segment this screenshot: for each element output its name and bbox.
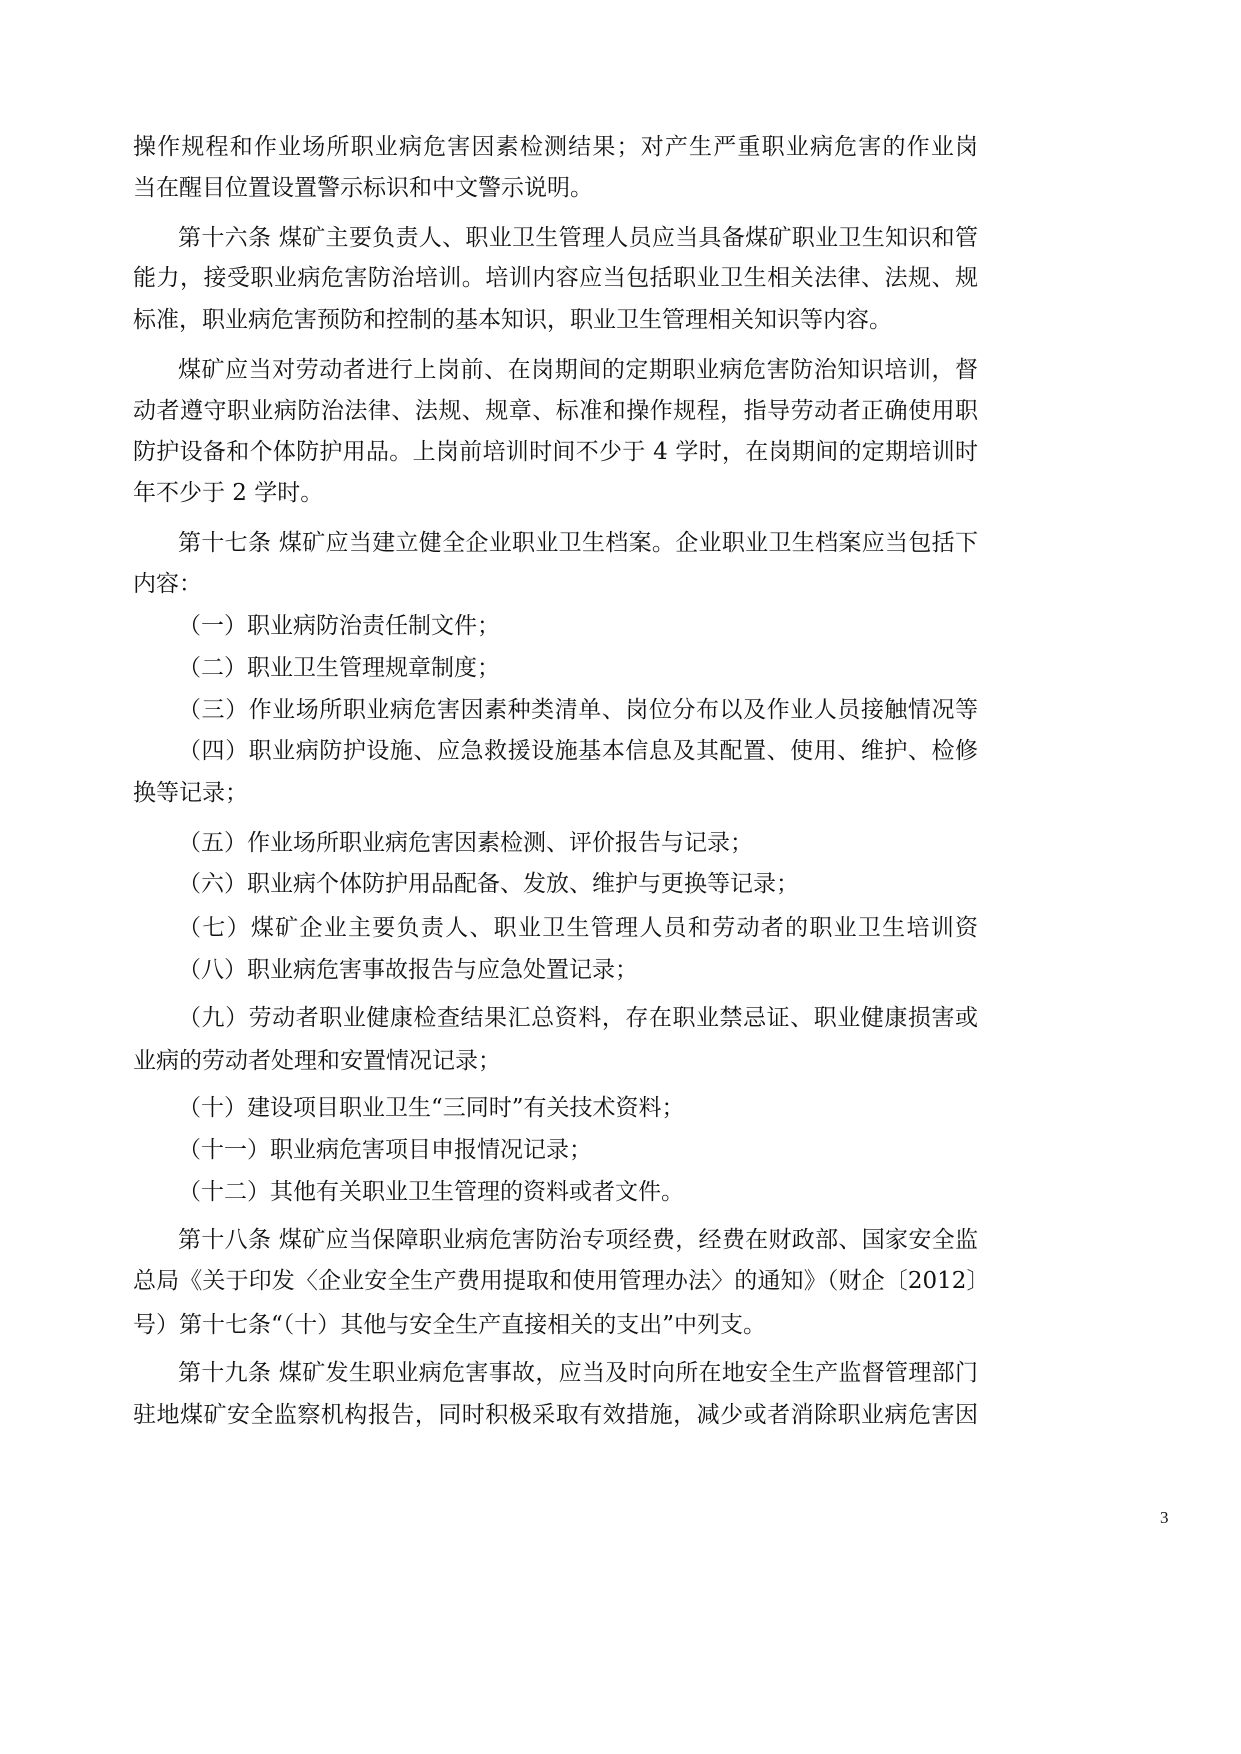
list-item: （一）职业病防治责任制文件； bbox=[178, 613, 500, 639]
text-line: 标准，职业病危害预防和控制的基本知识，职业卫生管理相关知识等内容。 bbox=[133, 307, 892, 333]
list-item: （六）职业病个体防护用品配备、发放、维护与更换等记录； bbox=[178, 871, 799, 897]
text-line: 驻地煤矿安全监察机构报告，同时积极采取有效措施，减少或者消除职业病危害因 bbox=[133, 1402, 978, 1428]
list-item: （二）职业卫生管理规章制度； bbox=[178, 655, 500, 681]
text-line: 能力，接受职业病危害防治培训。培训内容应当包括职业卫生相关法律、法规、规 bbox=[133, 265, 978, 291]
article-19-heading-line: 第十九条 煤矿发生职业病危害事故，应当及时向所在地安全生产监督管理部门 bbox=[178, 1360, 978, 1386]
text-line: 当在醒目位置设置警示标识和中文警示说明。 bbox=[133, 175, 593, 201]
list-item: （八）职业病危害事故报告与应急处置记录； bbox=[178, 957, 638, 983]
list-item: （五）作业场所职业病危害因素检测、评价报告与记录； bbox=[178, 830, 753, 856]
list-item-continuation: 换等记录； bbox=[133, 780, 248, 806]
article-18-heading-line: 第十八条 煤矿应当保障职业病危害防治专项经费，经费在财政部、国家安全监 bbox=[178, 1227, 978, 1253]
list-item: （七）煤矿企业主要负责人、职业卫生管理人员和劳动者的职业卫生培训资 bbox=[178, 915, 978, 941]
list-item: （十二）其他有关职业卫生管理的资料或者文件。 bbox=[178, 1179, 684, 1205]
article-16-heading-line: 第十六条 煤矿主要负责人、职业卫生管理人员应当具备煤矿职业卫生知识和管 bbox=[178, 225, 978, 251]
text-line: 年不少于 2 学时。 bbox=[133, 480, 324, 506]
text-line: 号）第十七条“（十）其他与安全生产直接相关的支出”中列支。 bbox=[133, 1312, 767, 1338]
text-line: 防护设备和个体防护用品。上岗前培训时间不少于 4 学时，在岗期间的定期培训时 bbox=[133, 439, 978, 465]
list-item: （十一）职业病危害项目申报情况记录； bbox=[178, 1137, 592, 1163]
list-item: （十）建设项目职业卫生“三同时”有关技术资料； bbox=[178, 1095, 685, 1121]
text-line: 内容： bbox=[133, 571, 202, 597]
article-17-heading-line: 第十七条 煤矿应当建立健全企业职业卫生档案。企业职业卫生档案应当包括下 bbox=[178, 530, 978, 556]
text-line: 操作规程和作业场所职业病危害因素检测结果；对产生严重职业病危害的作业岗 bbox=[133, 134, 978, 160]
list-item-continuation: 业病的劳动者处理和安置情况记录； bbox=[133, 1048, 501, 1074]
text-line: 动者遵守职业病防治法律、法规、规章、标准和操作规程，指导劳动者正确使用职 bbox=[133, 398, 978, 424]
list-item: （九）劳动者职业健康检查结果汇总资料，存在职业禁忌证、职业健康损害或 bbox=[178, 1005, 978, 1031]
list-item: （三）作业场所职业病危害因素种类清单、岗位分布以及作业人员接触情况等 bbox=[178, 697, 978, 723]
text-line: 煤矿应当对劳动者进行上岗前、在岗期间的定期职业病危害防治知识培训，督 bbox=[178, 357, 978, 383]
page-number: 3 bbox=[1160, 1508, 1169, 1527]
list-item: （四）职业病防护设施、应急救援设施基本信息及其配置、使用、维护、检修 bbox=[178, 738, 978, 764]
text-line: 总局《关于印发〈企业安全生产费用提取和使用管理办法〉的通知》（财企〔2012〕 bbox=[133, 1268, 978, 1294]
